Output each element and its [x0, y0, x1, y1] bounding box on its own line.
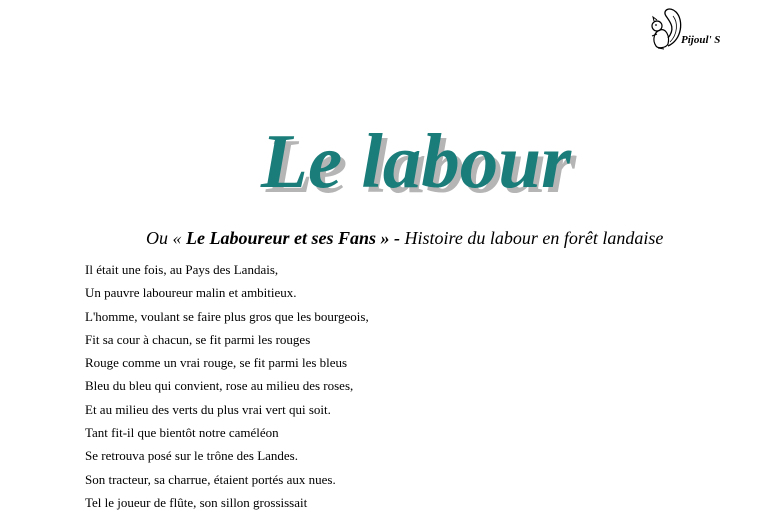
poem-line: Et au milieu des verts du plus vrai vert qui soit.: [85, 401, 331, 417]
poem-line: Se retrouva posé sur le trône des Landes.: [85, 448, 298, 464]
logo: [648, 6, 728, 52]
subtitle-middle: » -: [376, 228, 405, 248]
poem-line: Fit sa cour à chacun, se fit parmi les rouges: [85, 331, 311, 347]
poem: [85, 262, 369, 518]
poem-line: Un pauvre laboureur malin et ambitieux.: [85, 285, 297, 301]
squirrel-icon: [648, 6, 682, 52]
poem-line: Tel le joueur de flûte, son sillon grossissait: [85, 494, 308, 510]
subtitle-prefix: Ou «: [146, 228, 186, 248]
poem-line: Bleu du bleu qui convient, rose au milieu des roses,: [85, 378, 354, 394]
subtitle: [146, 227, 663, 249]
page-title: Le labour: [260, 118, 572, 204]
subtitle-bold: Le Laboureur et ses Fans: [186, 228, 377, 248]
poem-line: Rouge comme un vrai rouge, se fit parmi les bleus: [85, 355, 348, 371]
poem-line: Tant fit-il que bientôt notre caméléon: [85, 425, 279, 441]
poem-line: L'homme, voulant se faire plus gros que les bourgeois,: [85, 308, 369, 324]
poem-line: Il était une fois, au Pays des Landais,: [85, 262, 279, 277]
logo-text: Pijoul' S: [681, 34, 721, 46]
subtitle-rest: Histoire du labour en forêt landaise: [404, 228, 664, 248]
poem-line: Son tracteur, sa charrue, étaient portés aux nues.: [85, 471, 336, 487]
